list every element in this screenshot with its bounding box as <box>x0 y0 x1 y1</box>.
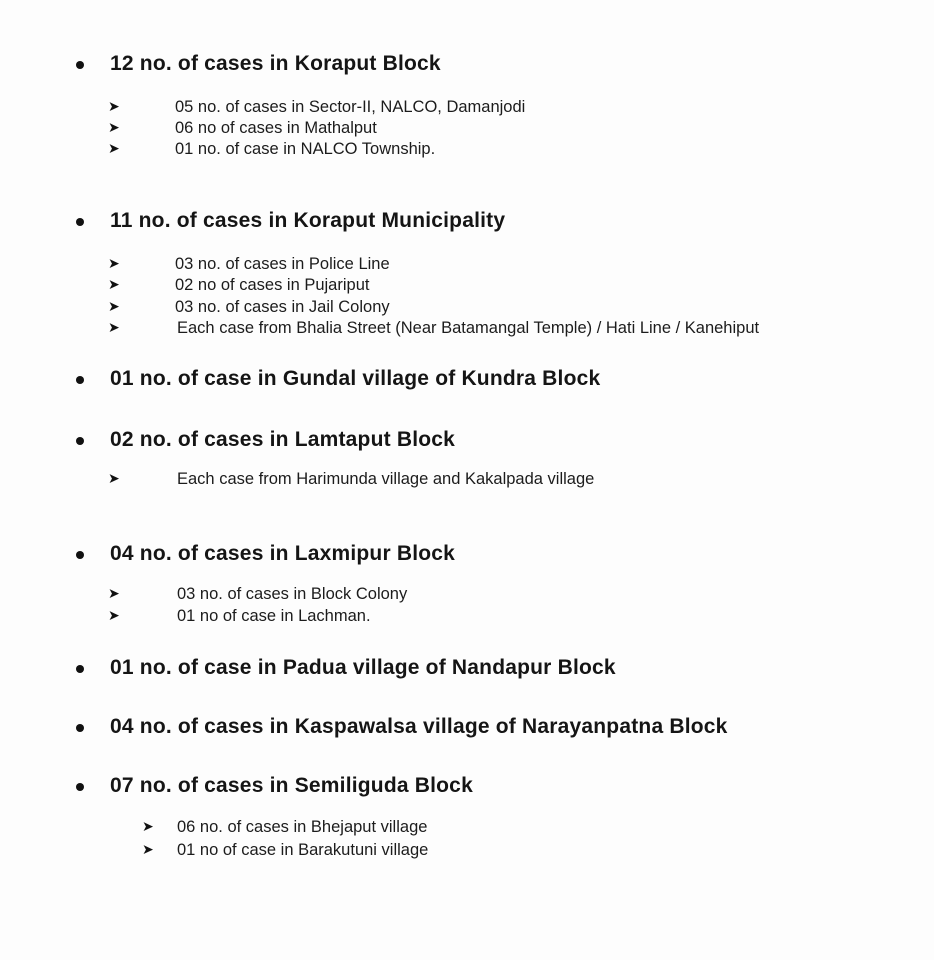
sub-item <box>0 584 934 606</box>
arrow-bullet-icon: ➤ <box>108 586 120 602</box>
section-heading-row <box>0 363 934 397</box>
sub-item <box>0 318 934 340</box>
section-heading-row <box>0 48 934 82</box>
sub-item <box>0 840 934 862</box>
section-heading: 01 no. of case in Padua village of Nandapur Block <box>110 656 616 679</box>
arrow-bullet-icon: ➤ <box>108 141 120 157</box>
arrow-bullet-icon: ➤ <box>142 842 154 858</box>
arrow-bullet-icon: ➤ <box>108 256 120 272</box>
section-heading-row <box>0 711 934 745</box>
section-heading-row <box>0 424 934 458</box>
sub-item <box>0 118 934 140</box>
arrow-bullet-icon: ➤ <box>142 819 154 835</box>
sub-item <box>0 469 934 491</box>
arrow-bullet-icon: ➤ <box>108 299 120 315</box>
sub-item-text: 01 no of case in Lachman. <box>177 607 371 625</box>
section-heading-row <box>0 770 934 804</box>
arrow-bullet-icon: ➤ <box>108 320 120 336</box>
sub-item <box>0 606 934 628</box>
sub-item-text: 06 no of cases in Mathalput <box>175 119 377 137</box>
section-heading-row <box>0 205 934 239</box>
bullet-icon <box>76 61 84 69</box>
sub-item-text: 01 no. of case in NALCO Township. <box>175 140 436 158</box>
arrow-bullet-icon: ➤ <box>108 471 120 487</box>
bullet-icon <box>76 665 84 673</box>
sub-item <box>0 97 934 119</box>
section-heading: 01 no. of case in Gundal village of Kundra Block <box>110 367 601 390</box>
section-heading-row <box>0 652 934 686</box>
section-heading: 12 no. of cases in Koraput Block <box>110 52 441 75</box>
sub-item <box>0 139 934 161</box>
section-heading: 04 no. of cases in Laxmipur Block <box>110 542 456 565</box>
section-heading-row <box>0 538 934 572</box>
section-heading: 02 no. of cases in Lamtaput Block <box>110 428 456 451</box>
sub-item-text: 06 no. of cases in Bhejaput village <box>177 818 428 836</box>
bullet-icon <box>76 724 84 732</box>
arrow-bullet-icon: ➤ <box>108 277 120 293</box>
arrow-bullet-icon: ➤ <box>108 99 120 115</box>
sub-item-text: 05 no. of cases in Sector-II, NALCO, Damanjodi <box>175 98 526 116</box>
arrow-bullet-icon: ➤ <box>108 120 120 136</box>
sub-item <box>0 254 934 276</box>
sub-item <box>0 275 934 297</box>
sub-item-text: 02 no of cases in Pujariput <box>175 276 370 294</box>
section-heading: 04 no. of cases in Kaspawalsa village of Narayanpatna Block <box>110 715 728 738</box>
bullet-icon <box>76 218 84 226</box>
section-heading: 11 no. of cases in Koraput Municipality <box>110 209 506 232</box>
bullet-icon <box>76 783 84 791</box>
bullet-icon <box>76 437 84 445</box>
sub-item <box>0 297 934 319</box>
bullet-icon <box>76 551 84 559</box>
sub-item-text: Each case from Bhalia Street (Near Batamangal Temple) / Hati Line / Kanehiput <box>177 319 760 337</box>
arrow-bullet-icon: ➤ <box>108 608 120 624</box>
sub-item <box>0 817 934 839</box>
bullet-icon <box>76 376 84 384</box>
sub-item-text: 03 no. of cases in Police Line <box>175 255 390 273</box>
sub-item-text: 01 no of case in Barakutuni village <box>177 841 429 859</box>
section-heading: 07 no. of cases in Semiliguda Block <box>110 774 473 797</box>
sub-item-text: 03 no. of cases in Block Colony <box>177 585 408 603</box>
sub-item-text: 03 no. of cases in Jail Colony <box>175 298 390 316</box>
sub-item-text: Each case from Harimunda village and Kakalpada village <box>177 470 595 488</box>
